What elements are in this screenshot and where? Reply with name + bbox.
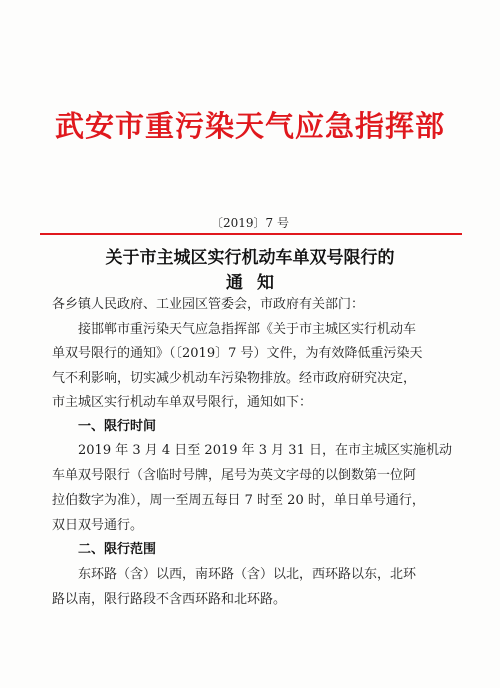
document-title-line-1: 关于市主城区实行机动车单双号限行的 xyxy=(105,248,395,268)
section-1-heading: 一、限行时间 xyxy=(78,419,157,434)
intro-line-3: 气不利影响，切实减少机动车污染物排放。经市政府研究决定， xyxy=(52,371,417,386)
issuing-organization-header: 武安市重污染天气应急指挥部 xyxy=(54,109,445,143)
section-1-line-2: 车单双号限行（含临时号牌，尾号为英文字母的以倒数第一位阿 xyxy=(52,468,417,483)
section-1-line-1: 2019 年 3 月 4 日至 2019 年 3 月 31 日，在市主城区实施机动 xyxy=(78,443,452,458)
section-2-line-1: 东环路（含）以西，南环路（含）以北，西环路以东，北环 xyxy=(78,567,417,582)
intro-line-1: 接邯郸市重污染天气应急指挥部《关于市主城区实行机动车 xyxy=(78,322,417,337)
section-1-line-3: 拉伯数字为准），周一至周五每日 7 时至 20 时，单日单号通行， xyxy=(52,493,425,508)
document-number: 〔2019〕7 号 xyxy=(211,216,289,230)
section-1-line-4: 双日双号通行。 xyxy=(52,518,144,533)
intro-line-4: 市主城区实行机动车单双号限行，通知如下： xyxy=(52,395,313,410)
intro-line-2: 单双号限行的通知》（〔2019〕7 号）文件，为有效降低重污染天 xyxy=(52,346,423,361)
document-title-line-2: 通知 xyxy=(226,273,288,293)
salutation: 各乡镇人民政府、工业园区管委会，市政府有关部门： xyxy=(52,297,365,312)
section-2-line-2: 路以南，限行路段不含西环路和北环路。 xyxy=(52,592,287,607)
red-separator-line xyxy=(40,233,462,235)
section-2-heading: 二、限行范围 xyxy=(78,542,157,557)
